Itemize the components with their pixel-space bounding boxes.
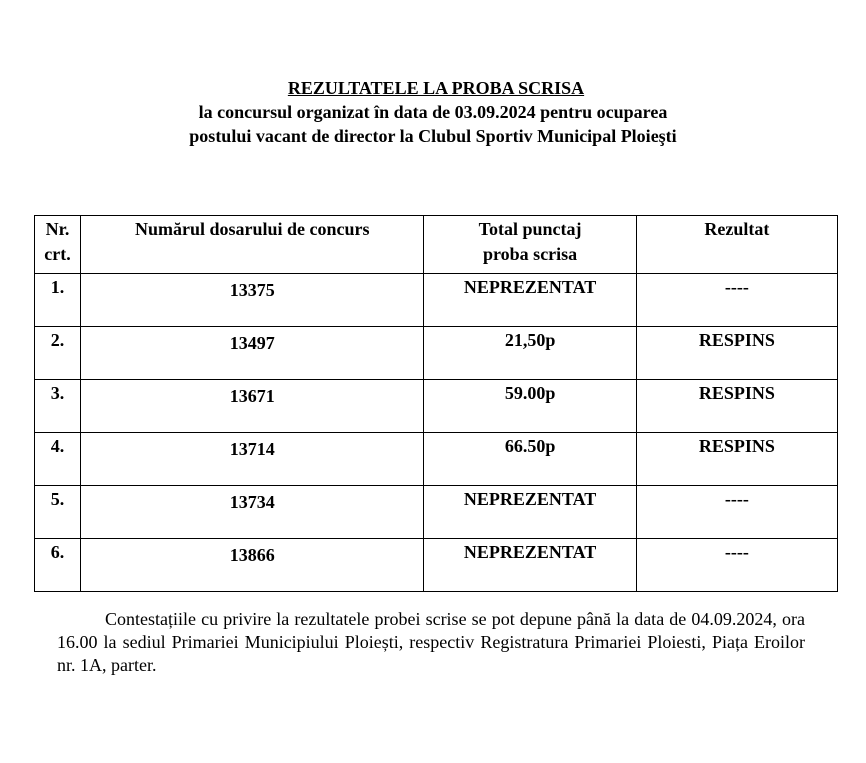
cell-rezultat: ---- bbox=[636, 274, 837, 327]
cell-nr: 2. bbox=[35, 327, 81, 380]
header-rezultat bbox=[636, 216, 837, 274]
cell-total: 59.00p bbox=[424, 380, 636, 433]
cell-nr: 6. bbox=[35, 539, 81, 592]
table-row bbox=[35, 380, 838, 433]
cell-rezultat: RESPINS bbox=[636, 433, 837, 486]
table-header-row bbox=[35, 216, 838, 274]
cell-dosar bbox=[81, 433, 424, 486]
cell-rezultat: RESPINS bbox=[636, 327, 837, 380]
cell-dosar bbox=[81, 274, 424, 327]
cell-dosar bbox=[81, 327, 424, 380]
cell-nr: 5. bbox=[35, 486, 81, 539]
cell-rezultat: ---- bbox=[636, 539, 837, 592]
header-nr-crt bbox=[35, 216, 81, 274]
dosar-number: 13714 bbox=[229, 439, 275, 459]
dosar-number: 13866 bbox=[229, 545, 275, 565]
cell-dosar bbox=[81, 539, 424, 592]
header-rezultat-label: Rezultat bbox=[704, 219, 770, 239]
document-subtitle-line-2: postului vacant de director la Clubul Sportiv Municipal Ploieşti bbox=[189, 126, 677, 146]
document-title: REZULTATELE LA PROBA SCRISA bbox=[287, 78, 585, 98]
header-total-punctaj bbox=[424, 216, 636, 274]
cell-rezultat: ---- bbox=[636, 486, 837, 539]
cell-nr: 4. bbox=[35, 433, 81, 486]
results-table bbox=[34, 215, 838, 592]
cell-nr: 3. bbox=[35, 380, 81, 433]
table-row bbox=[35, 539, 838, 592]
table-row bbox=[35, 274, 838, 327]
header-total-line-1: Total punctaj bbox=[478, 219, 582, 239]
cell-dosar bbox=[81, 486, 424, 539]
table-row bbox=[35, 486, 838, 539]
dosar-number: 13671 bbox=[229, 386, 275, 406]
header-crt-line: crt. bbox=[44, 244, 71, 264]
cell-total: 21,50p bbox=[424, 327, 636, 380]
header-nr-line: Nr. bbox=[45, 219, 70, 239]
contestation-note: Contestațiile cu privire la rezultatele probei scrise se pot depune până la data de 04.09.2024, ora 16.00 la sediul Primariei Municipiului Ploiești, respectiv Registratura Primariei Ploiesti, Piața Eroilor nr. 1A, parter. bbox=[57, 609, 805, 675]
cell-total: NEPREZENTAT bbox=[424, 539, 636, 592]
header-total-line-2: proba scrisa bbox=[483, 244, 578, 264]
cell-dosar bbox=[81, 380, 424, 433]
cell-total: 66.50p bbox=[424, 433, 636, 486]
cell-nr: 1. bbox=[35, 274, 81, 327]
dosar-number: 13375 bbox=[229, 280, 275, 300]
header-dosar bbox=[81, 216, 424, 274]
cell-rezultat: RESPINS bbox=[636, 380, 837, 433]
document-subtitle-line-1: la concursul organizat în data de 03.09.2024 pentru ocuparea bbox=[198, 102, 668, 122]
dosar-number: 13497 bbox=[229, 333, 275, 353]
cell-total: NEPREZENTAT bbox=[424, 274, 636, 327]
dosar-number: 13734 bbox=[229, 492, 275, 512]
header-dosar-label: Numărul dosarului de concurs bbox=[134, 219, 370, 239]
cell-total: NEPREZENTAT bbox=[424, 486, 636, 539]
document-heading bbox=[0, 76, 866, 148]
table-row bbox=[35, 327, 838, 380]
table-row bbox=[35, 433, 838, 486]
